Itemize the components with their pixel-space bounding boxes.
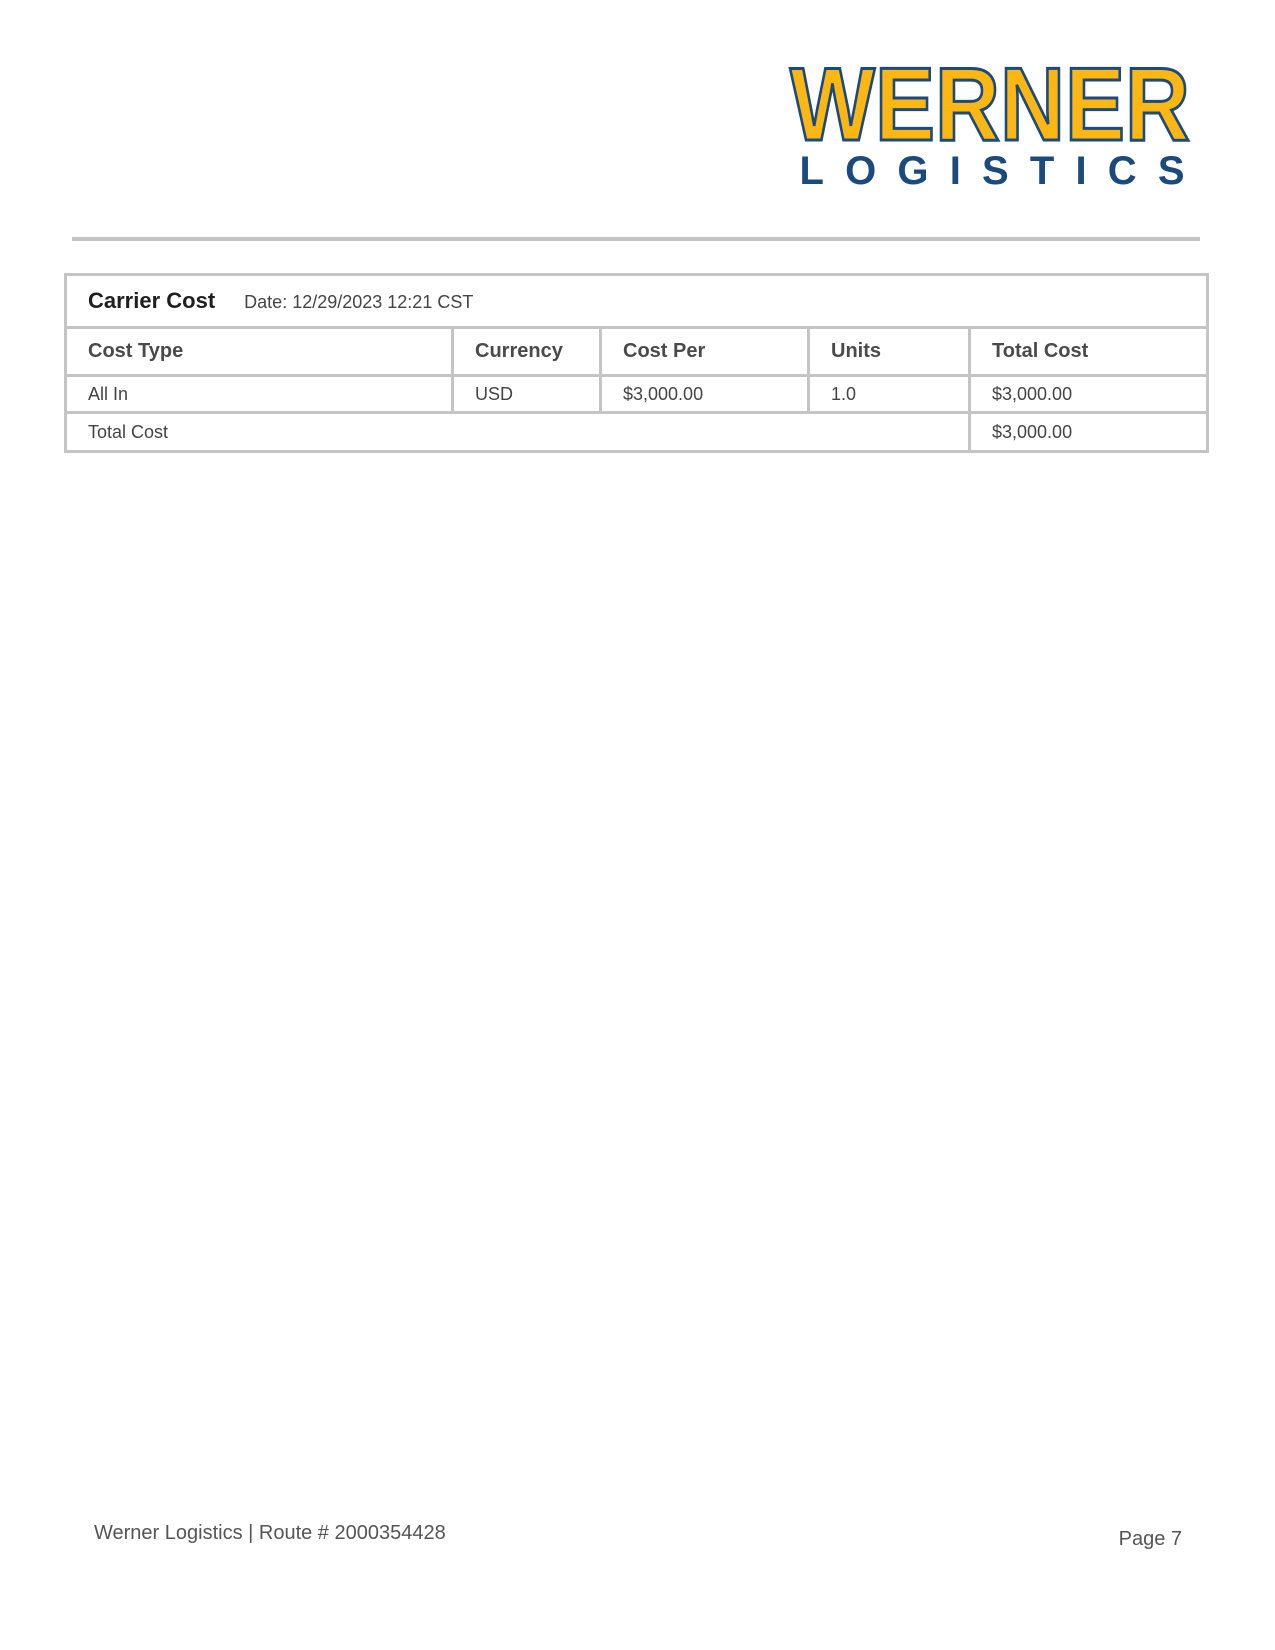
footer-route-info: Werner Logistics | Route # 2000354428 (94, 1522, 446, 1544)
carrier-cost-table (64, 273, 1209, 453)
section-title: Carrier Cost (88, 288, 216, 313)
cell-total-cost: $3,000.00 (970, 376, 1208, 413)
table-total-row (66, 413, 1208, 452)
cost-date: Date: 12/29/2023 12:21 CST (244, 292, 474, 312)
column-header-total-cost: Total Cost (970, 328, 1208, 376)
cell-cost-type: All In (66, 376, 453, 413)
header-divider (72, 237, 1200, 241)
logo-word-werner: WERNER (790, 47, 1190, 163)
table-row (66, 376, 1208, 413)
werner-logistics-logo (780, 40, 1200, 190)
column-header-cost-type: Cost Type (66, 328, 453, 376)
logo-word-logistics: LOGISTICS (799, 149, 1185, 190)
footer-page-number: Page 7 (1118, 1528, 1182, 1550)
total-cost-value: $3,000.00 (970, 413, 1208, 452)
cell-currency: USD (453, 376, 601, 413)
table-header-row (66, 328, 1208, 376)
cell-units: 1.0 (809, 376, 970, 413)
column-header-units: Units (809, 328, 970, 376)
table-title-row (66, 275, 1208, 328)
column-header-cost-per: Cost Per (601, 328, 809, 376)
cell-cost-per: $3,000.00 (601, 376, 809, 413)
column-header-currency: Currency (453, 328, 601, 376)
total-cost-label: Total Cost (66, 413, 970, 452)
